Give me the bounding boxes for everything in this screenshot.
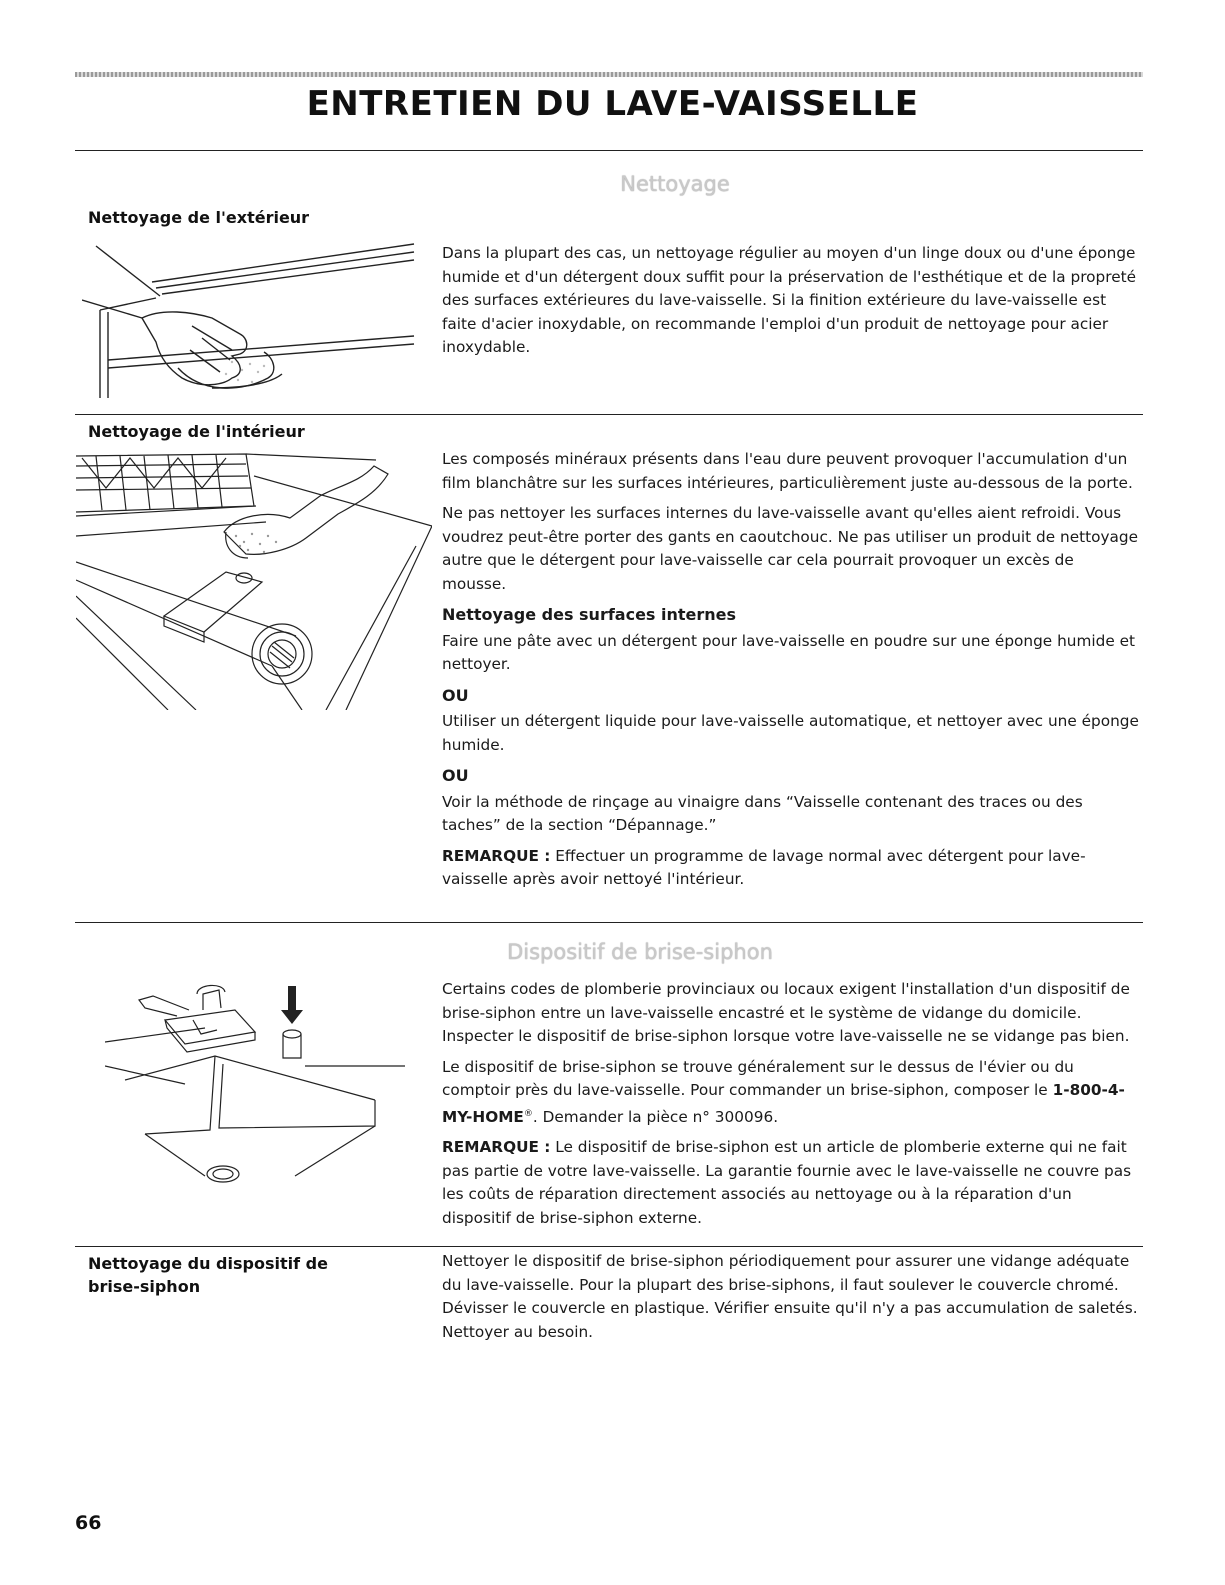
exterior-divider <box>75 414 1143 415</box>
cleaning-section-divider <box>75 922 1143 923</box>
or-label-2: OU <box>442 766 469 785</box>
air-gap-illustration <box>105 980 405 1190</box>
section-title-cleaning: Nettoyage <box>620 172 730 196</box>
interior-subheading: Nettoyage des surfaces internes <box>442 605 737 624</box>
note-text: Effectuer un programme de lavage normal avec détergent pour lave-vaisselle après avoir nettoyé l'intérieur. <box>442 846 1086 888</box>
interior-option-1: Faire une pâte avec un détergent pour lave-vaisselle en poudre sur une éponge humide et nettoyer. <box>442 631 1136 673</box>
title-divider <box>75 150 1143 151</box>
air-gap-cleaning-paragraph: Nettoyer le dispositif de brise-siphon périodiquement pour assurer une vidange adéquate du lave-vaisselle. Pour la plupart des brise-siphons, il faut soulever le couvercle chromé. Dévisser le couvercle en plastique. Vérifier ensuite qu'il n'y a pas accumulation de saletés. Nettoyer au besoin. <box>442 1252 1138 1341</box>
exterior-heading: Nettoyage de l'extérieur <box>88 208 310 227</box>
air-gap-divider <box>75 1246 1143 1247</box>
interior-cleaning-illustration <box>76 446 432 710</box>
air-gap-cleaning-heading: Nettoyage du dispositif de brise-siphon <box>88 1254 328 1296</box>
interior-option-3: Voir la méthode de rinçage au vinaigre dans “Vaisselle contenant des traces ou des taches” de la section “Dépannage.” <box>442 792 1083 834</box>
air-gap-note-text: Le dispositif de brise-siphon est un article de plomberie externe qui ne fait pas partie de votre lave-vaisselle. La garantie fournie avec le lave-vaisselle ne couvre pas les coûts de réparation directement associés au nettoyage ou à la réparation d'un dispositif de brise-siphon externe. <box>442 1138 1132 1227</box>
air-gap-note <box>442 1136 1142 1230</box>
air-gap-paragraph-2-end: . Demander la pièce n° 300096. <box>532 1107 779 1126</box>
exterior-text <box>442 242 1142 367</box>
air-gap-paragraph-2-start: Le dispositif de brise-siphon se trouve généralement sur le dessus de l'évier ou du comptoir près du lave-vaisselle. Pour commander un brise-siphon, composer le <box>442 1057 1074 1099</box>
page-number: 66 <box>75 1512 102 1534</box>
note-label: REMARQUE : <box>442 846 551 865</box>
interior-option-2: Utiliser un détergent liquide pour lave-vaisselle automatique, et nettoyer avec une éponge humide. <box>442 712 1139 754</box>
air-gap-note-label: REMARQUE : <box>442 1138 551 1157</box>
exterior-cleaning-illustration <box>82 238 422 403</box>
phone-number: 1-800-4-MY-HOME <box>442 1081 1125 1126</box>
air-gap-cleaning-text <box>442 1250 1142 1351</box>
interior-heading: Nettoyage de l'intérieur <box>88 422 305 441</box>
exterior-paragraph: Dans la plupart des cas, un nettoyage régulier au moyen d'un linge doux ou d'une éponge humide et d'un détergent doux suffit pour la préservation de l'esthétique et de la propreté des surfaces extérieures du lave-vaisselle. Si la finition extérieure du lave-vaisselle est faite d'acier inoxydable, on recommande l'emploi d'un produit de nettoyage pour acier inoxydable. <box>442 244 1137 356</box>
page-title: ENTRETIEN DU LAVE-VAISSELLE <box>306 84 919 124</box>
air-gap-paragraph-2 <box>442 1056 1142 1130</box>
air-gap-text <box>442 978 1142 1237</box>
interior-text <box>442 448 1142 899</box>
interior-note <box>442 845 1142 892</box>
or-label-1: OU <box>442 685 469 705</box>
registered-mark: ® <box>523 1108 533 1119</box>
interior-paragraph-2: Ne pas nettoyer les surfaces internes du lave-vaisselle avant qu'elles aient refroidi. Vous voudrez peut-être porter des gants en caoutchouc. Ne pas utiliser un produit de nettoyage autre que le détergent pour lave-vaisselle car cela pourrait provoquer un excès de mousse. <box>442 504 1139 593</box>
interior-paragraph-1: Les composés minéraux présents dans l'eau dure peuvent provoquer l'accumulation d'un film blanchâtre sur les surfaces intérieures, particulièrement juste au-dessous de la porte. <box>442 450 1133 492</box>
top-decorative-bar <box>75 72 1143 77</box>
section-title-air-gap: Dispositif de brise-siphon <box>507 940 773 964</box>
air-gap-paragraph-1: Certains codes de plomberie provinciaux ou locaux exigent l'installation d'un dispositif de brise-siphon entre un lave-vaisselle encastré et le système de vidange du domicile. Inspecter le dispositif de brise-siphon lorsque votre lave-vaisselle ne se vidange pas bien. <box>442 980 1130 1045</box>
